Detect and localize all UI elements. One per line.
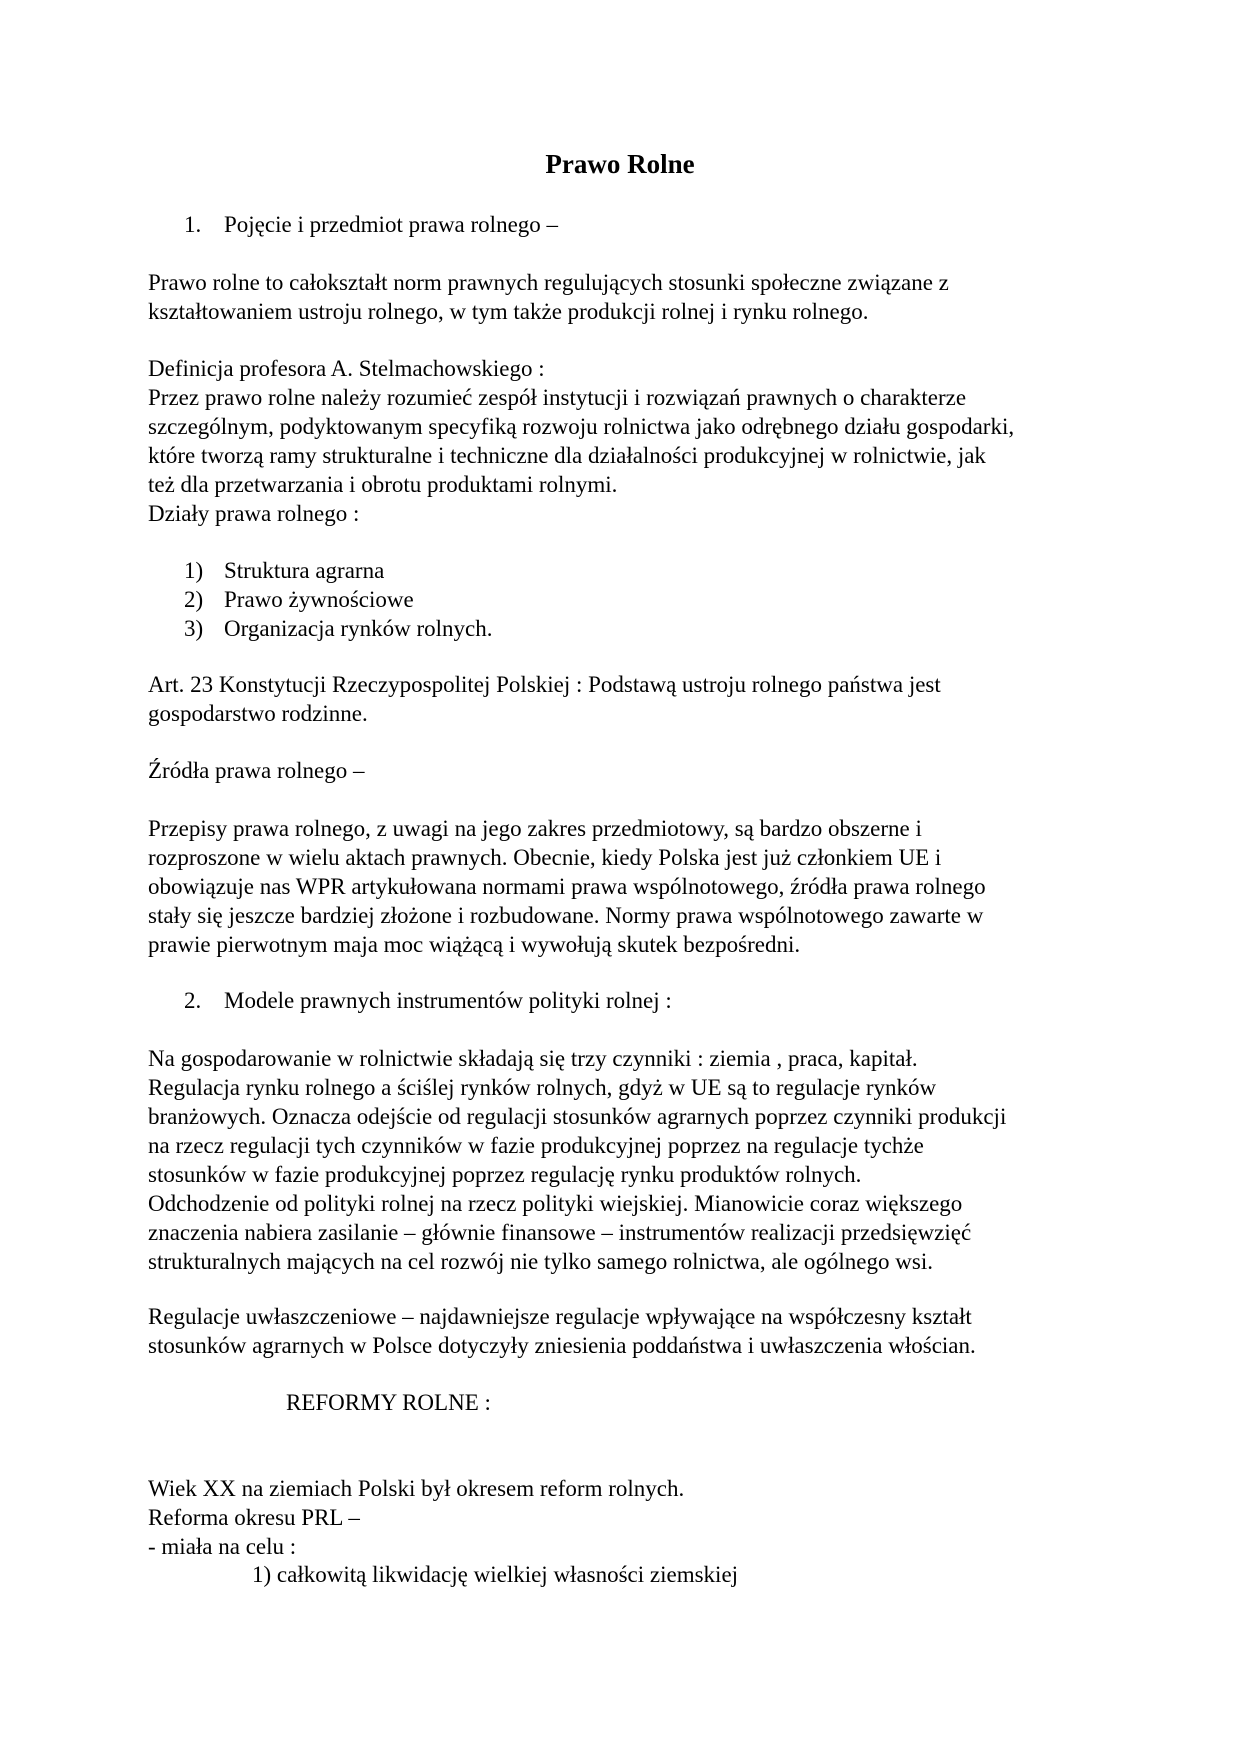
paragraph-sources: Przepisy prawa rolnego, z uwagi na jego zakres przedmiotowy, są bardzo obszerne i rozproszone w wielu aktach prawnych. Obecnie, kiedy Polska jest już członkiem UE i obowiązuje nas WPR artykułowana normami prawa wspólnotowego, źródła prawa rolnego stały się jeszcze bardziej złożone i rozbudowane. Normy prawa wspólnotowego zawarte w prawie pierwotnym maja moc wiążącą i wywołują skutek bezpośredni. bbox=[148, 816, 986, 957]
section-heading-text: Pojęcie i przedmiot prawa rolnego – bbox=[224, 212, 559, 237]
section-heading-text: Modele prawnych instrumentów polityki rolnej : bbox=[224, 988, 672, 1013]
list-item-text: Struktura agrarna bbox=[224, 558, 385, 583]
sources-heading: Źródła prawa rolnego – bbox=[148, 758, 365, 783]
list-item-number: 1) bbox=[184, 558, 204, 583]
reform-list-item: 1) całkowitą likwidację wielkiej własności ziemskiej bbox=[252, 1562, 739, 1587]
section-number: 1. bbox=[184, 212, 202, 237]
section-number: 2. bbox=[184, 988, 202, 1013]
document-title: Prawo Rolne bbox=[545, 149, 695, 179]
list-item-number: 3) bbox=[184, 616, 204, 641]
list-item-text: Organizacja rynków rolnych. bbox=[224, 616, 493, 641]
reforms-heading: REFORMY ROLNE : bbox=[286, 1390, 491, 1415]
list-item-text: Prawo żywnościowe bbox=[224, 587, 414, 612]
paragraph-models: Na gospodarowanie w rolnictwie składają się trzy czynniki : ziemia , praca, kapitał. Regulacja rynku rolnego a ściślej rynków rolnych, gdyż w UE są to regulacje rynków branżowych. Oznacza odejście od regulacji stosunków agrarnych poprzez czynniki produkcji na rzecz regulacji tych czynników w fazie produkcyjnej poprzez na regulacje tychże stosunków w fazie produkcyjnej poprzez regulację rynku produktów rolnych. Odchodzenie od polityki rolnej na rzecz polityki wiejskiej. Mianowicie coraz większego znaczenia nabiera zasilanie – głównie finansowe – instrumentów realizacji przedsięwzięć strukturalnych mających na cel rozwój nie tylko samego rolnictwa, ale ogólnego wsi. bbox=[148, 1046, 1007, 1274]
paragraph-definition-general: Prawo rolne to całokształt norm prawnych regulujących stosunki społeczne związane z kształtowaniem ustroju rolnego, w tym także produkcji rolnej i rynku rolnego. bbox=[148, 270, 949, 324]
paragraph-art-23: Art. 23 Konstytucji Rzeczypospolitej Polskiej : Podstawą ustroju rolnego państwa jest gospodarstwo rodzinne. bbox=[148, 672, 941, 726]
paragraph-reforms: Wiek XX na ziemiach Polski był okresem reform rolnych. Reforma okresu PRL – - miała na celu : bbox=[148, 1476, 685, 1559]
paragraph-definition-stelmachowski: Definicja profesora A. Stelmachowskiego : Przez prawo rolne należy rozumieć zespół instytucji i rozwiązań prawnych o charakterze szczególnym, podyktowanym specyfiką rozwoju rolnictwa jako odrębnego działu gospodarki, które tworzą ramy strukturalne i techniczne dla działalności produkcyjnej w rolnictwie, jak też dla przetwarzania i obrotu produktami rolnymi. Działy prawa rolnego : bbox=[148, 356, 1015, 526]
list-item-number: 2) bbox=[184, 587, 204, 612]
paragraph-enfranchisement: Regulacje uwłaszczeniowe – najdawniejsze regulacje wpływające na współczesny kształt stosunków agrarnych w Polsce dotyczyły zniesienia poddaństwa i uwłaszczenia włościan. bbox=[148, 1304, 976, 1358]
